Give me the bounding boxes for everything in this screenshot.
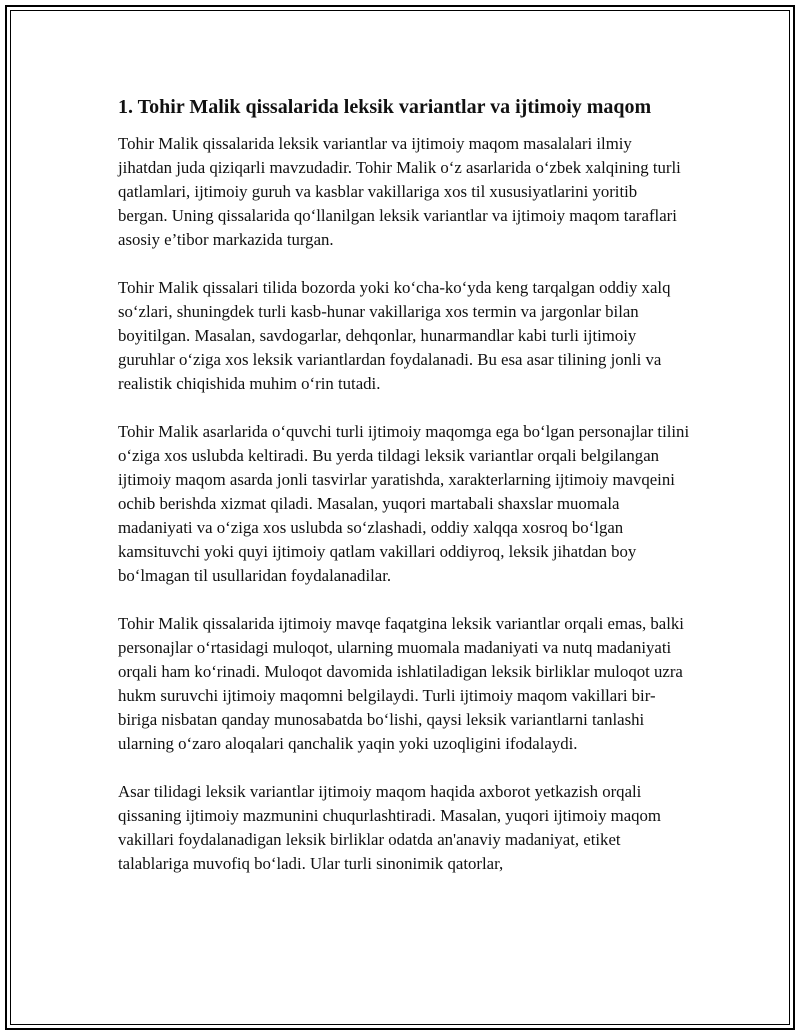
document-body [118, 94, 690, 900]
paragraph-3: Tohir Malik asarlarida o‘quvchi turli ijtimoiy maqomga ega bo‘lgan personajlar tilini o‘ziga xos uslubda keltiradi. Bu yerda tildagi leksik variantlar orqali belgilangan ijtimoiy maqom asarda jonli tasvirlar yaratishda, xarakterlarning ijtimoiy mavqeini ochib berishda xizmat qiladi. Masalan, yuqori martabali shaxslar muomala madaniyati va o‘ziga xos uslubda so‘zlashadi, oddiy xalqqa xosroq bo‘lgan kamsituvchi yoki quyi ijtimoiy qatlam vakillari oddiyroq, leksik jihatdan boy bo‘lmagan til usullaridan foydalanadilar. [118, 422, 690, 585]
paragraph-5: Asar tilidagi leksik variantlar ijtimoiy maqom haqida axborot yetkazish orqali qissaning ijtimoiy mazmunini chuqurlashtiradi. Masalan, yuqori ijtimoiy maqom vakillari foydalanadigan leksik birliklar odatda an'anaviy madaniyat, etiket talablariga muvofiq bo‘ladi. Ular turli sinonimik qatorlar, [118, 782, 661, 873]
paragraph-1: Tohir Malik qissalarida leksik variantlar va ijtimoiy maqom masalalari ilmiy jihatdan juda qiziqarli mavzudadir. Tohir Malik o‘z asarlarida o‘zbek xalqining turli qatlamlari, ijtimoiy guruh va kasblar vakillariga xos til xususiyatlarini yoritib bergan. Uning qissalarida qo‘llanilgan leksik variantlar va ijtimoiy maqom taraflari asosiy e’tibor markazida turgan. [118, 134, 681, 249]
paragraph-4: Tohir Malik qissalarida ijtimoiy mavqe faqatgina leksik variantlar orqali emas, balki personajlar o‘rtasidagi muloqot, ularning muomala madaniyati va nutq madaniyati orqali ham ko‘rinadi. Muloqot davomida ishlatiladigan leksik birliklar muloqot uzra hukm suruvchi ijtimoiy maqomni belgilaydi. Turli ijtimoiy maqom vakillari bir-biriga nisbatan qanday munosabatda bo‘lishi, qaysi leksik variantlarni tanlashi ularning o‘zaro aloqalari qanchalik yaqin yoki uzoqligini ifodalaydi. [118, 614, 684, 753]
paragraph-2: Tohir Malik qissalari tilida bozorda yoki ko‘cha-ko‘yda keng tarqalgan oddiy xalq so‘zlari, shuningdek turli kasb-hunar vakillariga xos termin va jargonlar bilan boyitilgan. Masalan, savdogarlar, dehqonlar, hunarmandlar kabi turli ijtimoiy guruhlar o‘ziga xos leksik variantlardan foydalanadi. Bu esa asar tilining jonli va realistik chiqishida muhim o‘rin tutadi. [118, 278, 671, 393]
section-heading: 1. Tohir Malik qissalarida leksik variantlar va ijtimoiy maqom [118, 96, 652, 118]
